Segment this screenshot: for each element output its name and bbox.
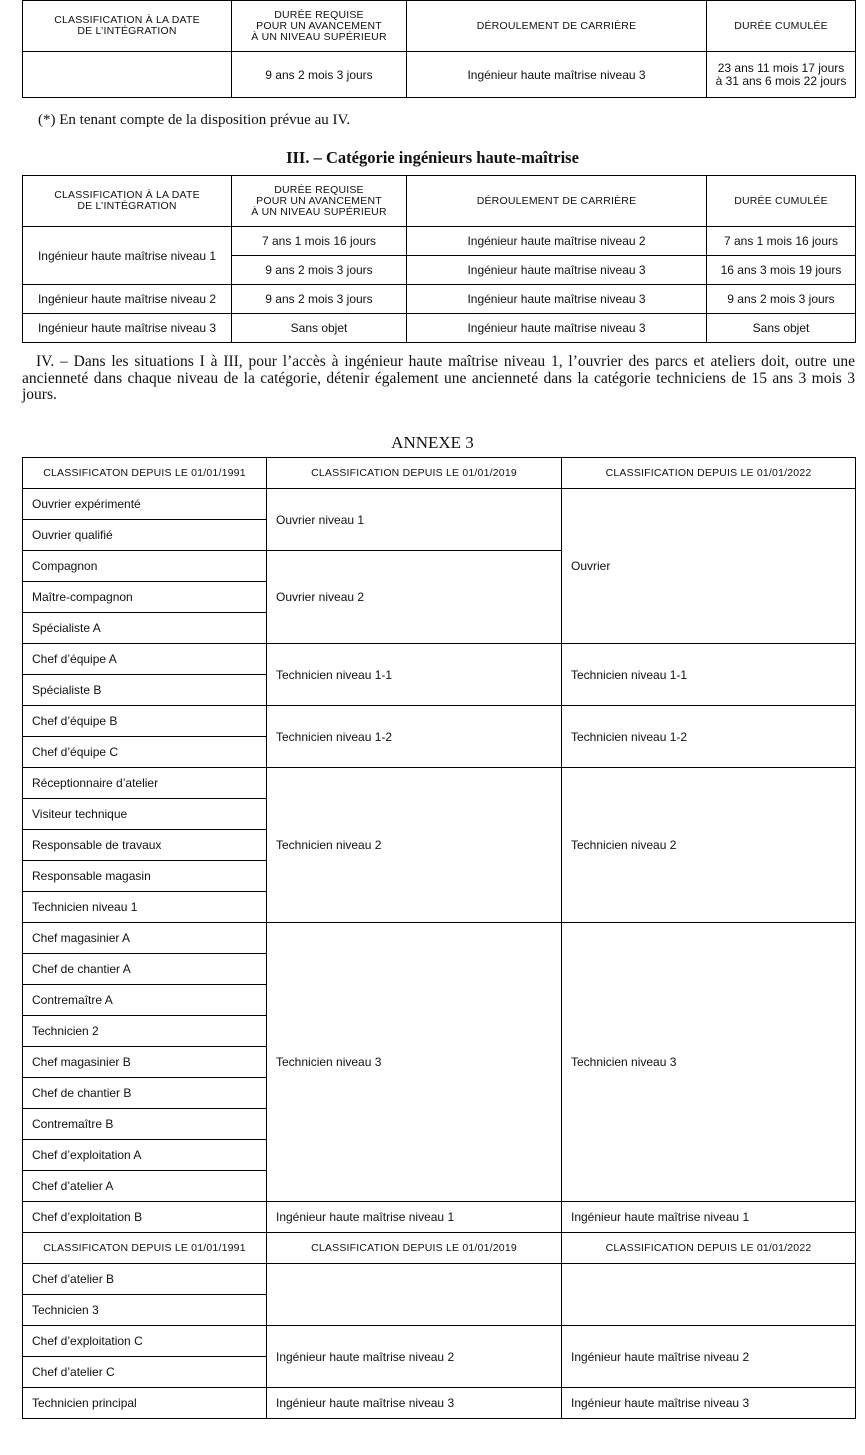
table-cell: Chef magasinier B [23,1047,267,1078]
table-row [23,227,856,256]
table-header-row [23,1,856,52]
table-row [23,1202,856,1233]
table-cell: Chef d’atelier C [23,1357,267,1388]
table-cell: Chef d’exploitation C [23,1326,267,1357]
table-cell: Ingénieur haute maîtrise niveau 2 [562,1326,856,1388]
table-cell: Chef d’équipe A [23,644,267,675]
table-cell: 23 ans 11 mois 17 jours à 31 ans 6 mois 22 jours [707,52,856,98]
table-cell: Ingénieur haute maîtrise niveau 2 [267,1326,562,1388]
table-cell: Ouvrier niveau 2 [267,551,562,644]
header-1991: CLASSIFICATON DEPUIS LE 01/01/1991 [23,1233,267,1264]
table-cell: Ouvrier qualifié [23,520,267,551]
table-cell: Chef magasinier A [23,923,267,954]
table-cell: Technicien niveau 2 [562,768,856,923]
table-cell: Ingénieur haute maîtrise niveau 3 [407,314,707,343]
header-2022: CLASSIFICATION DEPUIS LE 01/01/2022 [562,458,856,489]
table-cell: 7 ans 1 mois 16 jours [707,227,856,256]
table-cell: 9 ans 2 mois 3 jours [232,256,407,285]
header-2019: CLASSIFICATION DEPUIS LE 01/01/2019 [267,1233,562,1264]
table-cell: Technicien niveau 1-1 [267,644,562,706]
career-table-section3 [22,175,856,343]
table-cell: Ingénieur haute maîtrise niveau 1 [562,1202,856,1233]
header-classification: CLASSIFICATION À LA DATE DE L’INTÉGRATION [23,1,232,52]
table-cell [23,52,232,98]
table-cell: Technicien niveau 3 [562,923,856,1202]
table-cell: Technicien niveau 2 [267,768,562,923]
table-row [23,923,856,954]
table-cell [267,1264,562,1326]
table-row [23,1388,856,1419]
table-cell: Ouvrier [562,489,856,644]
table-header-row [23,176,856,227]
table-row [23,1264,856,1295]
header-2019: CLASSIFICATION DEPUIS LE 01/01/2019 [267,458,562,489]
table-cell: Ingénieur haute maîtrise niveau 3 [407,285,707,314]
section-title: III. – Catégorie ingénieurs haute-maîtrise [286,148,579,167]
header-duree-requise: DURÉE REQUISE POUR UN AVANCEMENT À UN NIVEAU SUPÉRIEUR [232,1,407,52]
table-cell: Sans objet [707,314,856,343]
table-cell: Ingénieur haute maîtrise niveau 3 [267,1388,562,1419]
table-cell: Ingénieur haute maîtrise niveau 2 [23,285,232,314]
table-cell: Maître-compagnon [23,582,267,613]
table-cell: Responsable magasin [23,861,267,892]
table-cell: Chef d’atelier B [23,1264,267,1295]
table-cell: Technicien niveau 3 [267,923,562,1202]
header-duree-cumulee: DURÉE CUMULÉE [707,1,856,52]
table-cell: Compagnon [23,551,267,582]
table-cell: Chef d’exploitation A [23,1140,267,1171]
header-duree-cumulee: DURÉE CUMULÉE [707,176,856,227]
table-cell: Chef de chantier B [23,1078,267,1109]
table-cell: Contremaître B [23,1109,267,1140]
table-cell: Ingénieur haute maîtrise niveau 3 [407,52,707,98]
table-header-row [23,458,856,489]
table-cell: Ingénieur haute maîtrise niveau 1 [23,227,232,285]
header-duree-requise: DURÉE REQUISE POUR UN AVANCEMENT À UN NIVEAU SUPÉRIEUR [232,176,407,227]
table-cell: Spécialiste B [23,675,267,706]
annex3-table [22,457,856,1419]
table-cell: Technicien niveau 1 [23,892,267,923]
table-cell: 7 ans 1 mois 16 jours [232,227,407,256]
table-cell: 9 ans 2 mois 3 jours [232,285,407,314]
table-cell: 9 ans 2 mois 3 jours [232,52,407,98]
table-cell: 16 ans 3 mois 19 jours [707,256,856,285]
header-2022: CLASSIFICATION DEPUIS LE 01/01/2022 [562,1233,856,1264]
table-cell: Ingénieur haute maîtrise niveau 2 [407,227,707,256]
footnote: (*) En tenant compte de la disposition prévue au IV. [38,112,351,128]
header-deroulement: DÉROULEMENT DE CARRIÈRE [407,176,707,227]
table-row [23,768,856,799]
table-cell [562,1264,856,1326]
table-row [23,314,856,343]
career-table-continued [22,0,856,98]
table-cell: Chef de chantier A [23,954,267,985]
table-cell: Ingénieur haute maîtrise niveau 1 [267,1202,562,1233]
table-cell: Sans objet [232,314,407,343]
annex-title: ANNEXE 3 [391,433,474,452]
table-row [23,706,856,737]
table-cell: Ingénieur haute maîtrise niveau 3 [407,256,707,285]
table-cell: Technicien 2 [23,1016,267,1047]
table-cell: Ingénieur haute maîtrise niveau 3 [562,1388,856,1419]
table-cell: Technicien niveau 1-2 [562,706,856,768]
table-cell: Ouvrier niveau 1 [267,489,562,551]
header-classification: CLASSIFICATION À LA DATE DE L’INTÉGRATION [23,176,232,227]
table-cell: Technicien niveau 1-1 [562,644,856,706]
table-row [23,52,856,98]
header-1991: CLASSIFICATON DEPUIS LE 01/01/1991 [23,458,267,489]
table-cell: Chef d’exploitation B [23,1202,267,1233]
table-row [23,285,856,314]
table-cell: Spécialiste A [23,613,267,644]
table-cell: Ingénieur haute maîtrise niveau 3 [23,314,232,343]
table-cell: Chef d’équipe C [23,737,267,768]
table-cell: Chef d’équipe B [23,706,267,737]
table-cell: Responsable de travaux [23,830,267,861]
table-cell: Réceptionnaire d’atelier [23,768,267,799]
table-header-row [23,1233,856,1264]
paragraph-iv: IV. – Dans les situations I à III, pour l’accès à ingénieur haute maîtrise niveau 1, l’ouvrier des parcs et ateliers doit, outre une ancienneté dans chaque niveau de la catégorie, détenir également une ancienneté dans la catégorie techniciens de 15 ans 3 mois 3 jours. [22,353,855,403]
table-row [23,644,856,675]
table-cell: Visiteur technique [23,799,267,830]
table-cell: Technicien principal [23,1388,267,1419]
table-cell: Chef d’atelier A [23,1171,267,1202]
header-deroulement: DÉROULEMENT DE CARRIÈRE [407,1,707,52]
table-cell: Contremaître A [23,985,267,1016]
table-cell: Technicien niveau 1-2 [267,706,562,768]
table-row [23,1326,856,1357]
table-cell: 9 ans 2 mois 3 jours [707,285,856,314]
table-row [23,489,856,520]
table-cell: Ouvrier expérimenté [23,489,267,520]
table-cell: Technicien 3 [23,1295,267,1326]
